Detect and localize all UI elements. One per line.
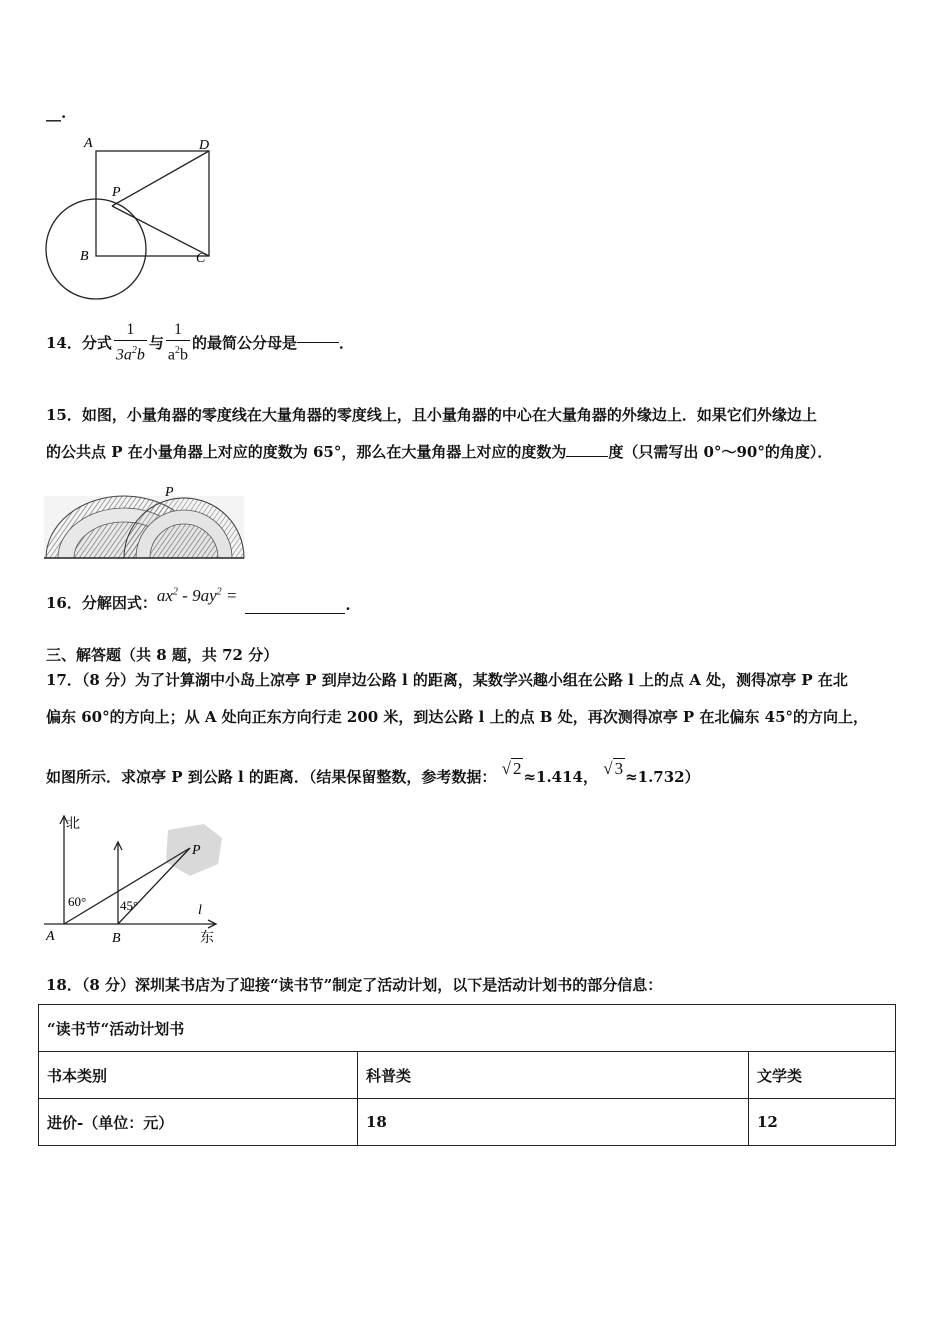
question-14: 14．分式 $\frac{1}{3a^2b}$ 与 $\frac{1}{a^2b}$ 的最简公分母是 ． xyxy=(46,321,355,364)
label-C: C xyxy=(196,251,206,266)
label-l: l xyxy=(198,903,202,918)
table-cell: 书本类别 xyxy=(39,1052,358,1099)
table-cell: 18 xyxy=(358,1099,749,1146)
direction-figure xyxy=(40,812,230,950)
table-row xyxy=(39,1052,896,1099)
section-heading: 三、解答题（共 8 题，共 72 分） xyxy=(46,646,279,664)
table-cell: 进价-（单位：元） xyxy=(39,1099,358,1146)
top-fragment: __. xyxy=(46,104,67,122)
label-P: P xyxy=(165,485,174,500)
plan-table xyxy=(38,1004,896,1146)
label-60: 60° xyxy=(68,894,87,909)
label-D: D xyxy=(199,138,210,153)
q18-intro: 18．（8 分）深圳某书店为了迎接“读书节”制定了活动计划，以下是活动计划书的部分信息： xyxy=(46,976,663,994)
answer-blank-15[interactable] xyxy=(566,456,608,457)
sqrt-3: √ 3 xyxy=(603,759,624,778)
answer-blank-14[interactable] xyxy=(297,342,339,343)
fraction-2: $\frac{1}{a^2b}$ xyxy=(167,321,188,364)
q17-line2: 偏东 60°的方向上；从 A 处向正东方向行走 200 米，到达公路 l 上的点 B 处，再次测得凉亭 P 在北偏东 45°的方向上， xyxy=(46,708,869,726)
table-cell: 12 xyxy=(749,1099,896,1146)
q14-suffix: 的最简公分母是 xyxy=(192,334,298,353)
table-title: “读书节“活动计划书 xyxy=(39,1005,896,1052)
square-circle-figure xyxy=(40,134,220,306)
label-45: 45° xyxy=(120,898,139,913)
q17-line3: 如图所示．求凉亭 P 到公路 l 的距离．（结果保留整数，参考数据： √ 2 ≈1.414， √ 3 ≈1.732） xyxy=(46,759,700,786)
sqrt-2: √ 2 xyxy=(501,759,522,778)
q17-line1: 17．（8 分）为了计算湖中小岛上凉亭 P 到岸边公路 l 的距离，某数学兴趣小组在公路 l 上的点 A 处，测得凉亭 P 在北 xyxy=(46,671,848,689)
table-cell: 科普类 xyxy=(358,1052,749,1099)
q14-prefix: 14．分式 xyxy=(46,334,112,353)
q16-expression: $ax^2 - 9ay^2$ = xyxy=(156,586,238,605)
label-B: B xyxy=(80,249,89,264)
q15-line1: 15．如图，小量角器的零度线在大量角器的零度线上，且小量角器的中心在大量角器的外缘边上．如果它们外缘边上 xyxy=(46,406,817,424)
fraction-1: $\frac{1}{3a^2b}$ xyxy=(115,321,145,364)
q14-mid: 与 xyxy=(148,334,164,353)
table-row xyxy=(39,1099,896,1146)
label-P: P xyxy=(192,843,201,858)
label-P: P xyxy=(112,185,121,200)
protractor-figure xyxy=(44,482,246,560)
q16-prefix: 16．分解因式： xyxy=(46,594,157,612)
table-title-row xyxy=(39,1005,896,1052)
table-cell: 文学类 xyxy=(749,1052,896,1099)
label-north: 北 xyxy=(66,817,80,832)
label-east: 东 xyxy=(200,931,214,946)
question-16: 16．分解因式： $ax^2 - 9ay^2$ = . xyxy=(46,586,351,614)
q15-line2: 的公共点 P 在小量角器上对应的度数为 65°，那么在大量角器上对应的度数为 度（只需写出 0°～90°的角度）． xyxy=(46,443,833,461)
label-A: A xyxy=(46,929,55,944)
answer-blank-16[interactable] xyxy=(245,613,345,614)
label-A: A xyxy=(84,136,93,151)
label-B: B xyxy=(112,931,121,946)
